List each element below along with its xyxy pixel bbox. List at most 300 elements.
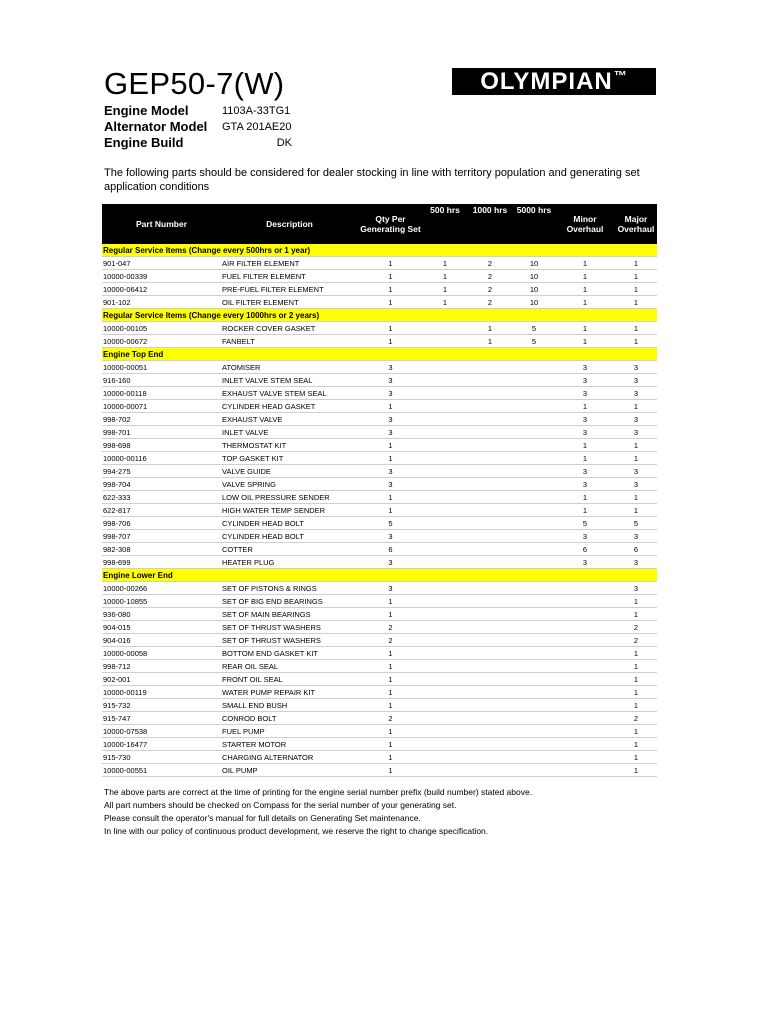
hrs-1000-cell [467, 660, 513, 673]
table-row [102, 764, 657, 777]
hrs-500-cell [423, 413, 467, 426]
qty-cell: 1 [358, 439, 423, 452]
major-overhaul-cell: 1 [615, 439, 657, 452]
major-overhaul-cell: 5 [615, 517, 657, 530]
table-row [102, 361, 657, 374]
hrs-5000-cell [513, 478, 555, 491]
hrs-5000-cell [513, 699, 555, 712]
section-title: Engine Lower End [102, 569, 657, 582]
hrs-500-cell [423, 634, 467, 647]
description-cell: FANBELT [221, 335, 358, 348]
qty-cell: 1 [358, 725, 423, 738]
table-row [102, 504, 657, 517]
minor-overhaul-cell [555, 712, 615, 725]
hrs-500-cell [423, 699, 467, 712]
part-number-cell: 10000-10855 [102, 595, 221, 608]
hrs-500-cell [423, 387, 467, 400]
table-row [102, 543, 657, 556]
hrs-1000-cell [467, 686, 513, 699]
description-cell: SET OF THRUST WASHERS [221, 634, 358, 647]
hrs-1000-cell: 1 [467, 335, 513, 348]
table-row [102, 608, 657, 621]
hrs-5000-cell: 10 [513, 283, 555, 296]
parts-table-body [102, 244, 657, 777]
part-number-cell: 998-701 [102, 426, 221, 439]
hrs-1000-cell: 2 [467, 270, 513, 283]
minor-overhaul-cell: 5 [555, 517, 615, 530]
engine-build-value: DK [276, 137, 292, 149]
description-cell: HIGH WATER TEMP SENDER [221, 504, 358, 517]
minor-overhaul-cell [555, 621, 615, 634]
hrs-1000-cell [467, 699, 513, 712]
minor-overhaul-cell [555, 595, 615, 608]
qty-cell: 3 [358, 374, 423, 387]
footer-note: All part numbers should be checked on Compass for the serial number of your generating set. [104, 800, 457, 810]
parts-table [102, 204, 657, 777]
minor-overhaul-cell [555, 634, 615, 647]
section-title: Regular Service Items (Change every 1000hrs or 2 years) [102, 309, 657, 322]
description-cell: TOP GASKET KIT [221, 452, 358, 465]
hrs-5000-cell [513, 374, 555, 387]
brand-name: OLYMPIAN [480, 67, 613, 95]
hrs-500-cell [423, 582, 467, 595]
document-title: GEP50-7(W) [104, 66, 285, 101]
table-row [102, 751, 657, 764]
qty-cell: 3 [358, 465, 423, 478]
part-number-cell: 936-080 [102, 608, 221, 621]
major-overhaul-cell: 1 [615, 699, 657, 712]
qty-cell: 1 [358, 699, 423, 712]
description-cell: INLET VALVE [221, 426, 358, 439]
hrs-500-cell [423, 530, 467, 543]
description-cell: REAR OIL SEAL [221, 660, 358, 673]
qty-cell: 1 [358, 452, 423, 465]
table-row [102, 322, 657, 335]
table-row [102, 556, 657, 569]
part-number-cell: 915-747 [102, 712, 221, 725]
major-overhaul-cell: 1 [615, 660, 657, 673]
major-overhaul-cell: 1 [615, 647, 657, 660]
hrs-5000-cell [513, 504, 555, 517]
table-row [102, 257, 657, 270]
hrs-500-cell [423, 751, 467, 764]
major-overhaul-cell: 1 [615, 452, 657, 465]
major-overhaul-cell: 1 [615, 283, 657, 296]
qty-cell: 2 [358, 712, 423, 725]
table-row [102, 478, 657, 491]
part-number-cell: 998-698 [102, 439, 221, 452]
description-cell: PRE-FUEL FILTER ELEMENT [221, 283, 358, 296]
table-row [102, 491, 657, 504]
hrs-1000-cell [467, 738, 513, 751]
hrs-500-cell [423, 686, 467, 699]
hrs-500-cell [423, 452, 467, 465]
description-cell: INLET VALVE STEM SEAL [221, 374, 358, 387]
minor-overhaul-cell: 1 [555, 335, 615, 348]
description-cell: OIL PUMP [221, 764, 358, 777]
header-1000hrs: 1000 hrs [467, 204, 513, 244]
hrs-5000-cell: 10 [513, 296, 555, 309]
table-row [102, 699, 657, 712]
hrs-5000-cell [513, 660, 555, 673]
hrs-5000-cell [513, 543, 555, 556]
description-cell: CYLINDER HEAD GASKET [221, 400, 358, 413]
major-overhaul-cell: 1 [615, 608, 657, 621]
table-row [102, 712, 657, 725]
major-overhaul-cell: 3 [615, 374, 657, 387]
hrs-500-cell [423, 439, 467, 452]
table-row [102, 582, 657, 595]
qty-cell: 1 [358, 764, 423, 777]
hrs-1000-cell: 1 [467, 322, 513, 335]
part-number-cell: 10000-06412 [102, 283, 221, 296]
table-row [102, 517, 657, 530]
hrs-500-cell [423, 673, 467, 686]
qty-cell: 1 [358, 296, 423, 309]
hrs-5000-cell [513, 686, 555, 699]
major-overhaul-cell: 6 [615, 543, 657, 556]
hrs-5000-cell [513, 361, 555, 374]
minor-overhaul-cell: 1 [555, 452, 615, 465]
hrs-5000-cell: 5 [513, 322, 555, 335]
major-overhaul-cell: 2 [615, 634, 657, 647]
description-cell: SET OF MAIN BEARINGS [221, 608, 358, 621]
part-number-cell: 998-702 [102, 413, 221, 426]
engine-model-row [104, 103, 291, 119]
qty-cell: 3 [358, 530, 423, 543]
hrs-5000-cell [513, 751, 555, 764]
minor-overhaul-cell [555, 608, 615, 621]
hrs-500-cell [423, 621, 467, 634]
description-cell: ATOMISER [221, 361, 358, 374]
minor-overhaul-cell: 3 [555, 556, 615, 569]
hrs-500-cell [423, 465, 467, 478]
hrs-1000-cell [467, 465, 513, 478]
major-overhaul-cell: 1 [615, 725, 657, 738]
qty-cell: 2 [358, 621, 423, 634]
part-number-cell: 10000-00071 [102, 400, 221, 413]
part-number-cell: 982-308 [102, 543, 221, 556]
part-number-cell: 904-016 [102, 634, 221, 647]
description-cell: VALVE GUIDE [221, 465, 358, 478]
part-number-cell: 10000-00058 [102, 647, 221, 660]
hrs-1000-cell [467, 621, 513, 634]
hrs-1000-cell [467, 725, 513, 738]
hrs-500-cell: 1 [423, 270, 467, 283]
description-cell: OIL FILTER ELEMENT [221, 296, 358, 309]
hrs-1000-cell [467, 582, 513, 595]
table-row [102, 673, 657, 686]
part-number-cell: 998-712 [102, 660, 221, 673]
qty-cell: 1 [358, 595, 423, 608]
qty-cell: 3 [358, 478, 423, 491]
part-number-cell: 10000-00266 [102, 582, 221, 595]
qty-cell: 3 [358, 426, 423, 439]
minor-overhaul-cell [555, 686, 615, 699]
minor-overhaul-cell: 3 [555, 374, 615, 387]
hrs-5000-cell [513, 712, 555, 725]
footer-notes [104, 786, 532, 838]
hrs-1000-cell [467, 374, 513, 387]
minor-overhaul-cell [555, 660, 615, 673]
part-number-cell: 915-732 [102, 699, 221, 712]
description-cell: LOW OIL PRESSURE SENDER [221, 491, 358, 504]
hrs-1000-cell [467, 764, 513, 777]
part-number-cell: 901-102 [102, 296, 221, 309]
hrs-1000-cell [467, 400, 513, 413]
major-overhaul-cell: 1 [615, 751, 657, 764]
qty-cell: 3 [358, 413, 423, 426]
engine-build-label: Engine Build [104, 135, 184, 150]
major-overhaul-cell: 3 [615, 478, 657, 491]
hrs-5000-cell [513, 517, 555, 530]
hrs-500-cell [423, 712, 467, 725]
hrs-1000-cell [467, 530, 513, 543]
header-minor-overhaul: Minor Overhaul [555, 204, 615, 244]
hrs-1000-cell [467, 647, 513, 660]
major-overhaul-cell: 1 [615, 296, 657, 309]
description-cell: EXHAUST VALVE [221, 413, 358, 426]
hrs-500-cell [423, 491, 467, 504]
table-row [102, 686, 657, 699]
hrs-5000-cell [513, 413, 555, 426]
hrs-500-cell [423, 647, 467, 660]
table-row [102, 465, 657, 478]
hrs-500-cell [423, 608, 467, 621]
major-overhaul-cell: 1 [615, 764, 657, 777]
hrs-5000-cell [513, 582, 555, 595]
major-overhaul-cell: 1 [615, 491, 657, 504]
major-overhaul-cell: 1 [615, 270, 657, 283]
qty-cell: 1 [358, 270, 423, 283]
major-overhaul-cell: 1 [615, 257, 657, 270]
qty-cell: 1 [358, 400, 423, 413]
hrs-5000-cell [513, 387, 555, 400]
table-row [102, 530, 657, 543]
intro-text: The following parts should be considered for dealer stocking in line with territory population and generating set application conditions [104, 167, 640, 193]
hrs-5000-cell [513, 647, 555, 660]
hrs-5000-cell [513, 491, 555, 504]
minor-overhaul-cell: 1 [555, 283, 615, 296]
major-overhaul-cell: 3 [615, 387, 657, 400]
engine-model-label: Engine Model [104, 103, 189, 118]
hrs-1000-cell: 2 [467, 257, 513, 270]
qty-cell: 3 [358, 556, 423, 569]
hrs-5000-cell [513, 621, 555, 634]
hrs-500-cell [423, 517, 467, 530]
part-number-cell: 998-704 [102, 478, 221, 491]
part-number-cell: 622-817 [102, 504, 221, 517]
table-row [102, 335, 657, 348]
hrs-500-cell: 1 [423, 283, 467, 296]
minor-overhaul-cell: 3 [555, 478, 615, 491]
table-row [102, 595, 657, 608]
hrs-500-cell [423, 504, 467, 517]
part-number-cell: 10000-00119 [102, 686, 221, 699]
hrs-1000-cell [467, 543, 513, 556]
hrs-5000-cell [513, 673, 555, 686]
minor-overhaul-cell [555, 647, 615, 660]
hrs-500-cell [423, 738, 467, 751]
table-row [102, 647, 657, 660]
minor-overhaul-cell: 3 [555, 413, 615, 426]
qty-cell: 1 [358, 257, 423, 270]
hrs-500-cell [423, 725, 467, 738]
major-overhaul-cell: 2 [615, 621, 657, 634]
part-number-cell: 998-699 [102, 556, 221, 569]
part-number-cell: 10000-00118 [102, 387, 221, 400]
engine-info [104, 103, 292, 151]
part-number-cell: 998-707 [102, 530, 221, 543]
major-overhaul-cell: 2 [615, 712, 657, 725]
minor-overhaul-cell: 1 [555, 296, 615, 309]
hrs-5000-cell [513, 426, 555, 439]
hrs-1000-cell [467, 452, 513, 465]
hrs-1000-cell [467, 634, 513, 647]
hrs-1000-cell [467, 556, 513, 569]
hrs-5000-cell: 10 [513, 270, 555, 283]
qty-cell: 2 [358, 634, 423, 647]
description-cell: CYLINDER HEAD BOLT [221, 530, 358, 543]
hrs-5000-cell [513, 465, 555, 478]
minor-overhaul-cell [555, 751, 615, 764]
hrs-5000-cell [513, 400, 555, 413]
hrs-1000-cell [467, 673, 513, 686]
table-row [102, 413, 657, 426]
hrs-1000-cell [467, 491, 513, 504]
major-overhaul-cell: 3 [615, 556, 657, 569]
header-500hrs: 500 hrs [423, 204, 467, 244]
description-cell: SET OF THRUST WASHERS [221, 621, 358, 634]
hrs-1000-cell [467, 413, 513, 426]
minor-overhaul-cell [555, 582, 615, 595]
hrs-500-cell: 1 [423, 296, 467, 309]
hrs-5000-cell [513, 439, 555, 452]
hrs-1000-cell [467, 751, 513, 764]
description-cell: THERMOSTAT KIT [221, 439, 358, 452]
qty-cell: 1 [358, 673, 423, 686]
hrs-5000-cell: 10 [513, 257, 555, 270]
table-row [102, 439, 657, 452]
description-cell: SET OF BIG END BEARINGS [221, 595, 358, 608]
engine-build-row [104, 135, 292, 151]
description-cell: STARTER MOTOR [221, 738, 358, 751]
hrs-5000-cell: 5 [513, 335, 555, 348]
part-number-cell: 10000-00551 [102, 764, 221, 777]
hrs-500-cell [423, 543, 467, 556]
minor-overhaul-cell: 1 [555, 400, 615, 413]
minor-overhaul-cell [555, 699, 615, 712]
qty-cell: 1 [358, 491, 423, 504]
minor-overhaul-cell: 1 [555, 439, 615, 452]
part-number-cell: 622-333 [102, 491, 221, 504]
description-cell: FRONT OIL SEAL [221, 673, 358, 686]
minor-overhaul-cell [555, 725, 615, 738]
minor-overhaul-cell: 6 [555, 543, 615, 556]
major-overhaul-cell: 1 [615, 673, 657, 686]
hrs-5000-cell [513, 764, 555, 777]
qty-cell: 1 [358, 686, 423, 699]
minor-overhaul-cell: 3 [555, 426, 615, 439]
part-number-cell: 901-047 [102, 257, 221, 270]
description-cell: SMALL END BUSH [221, 699, 358, 712]
hrs-500-cell [423, 400, 467, 413]
header-part-number: Part Number [102, 204, 221, 244]
part-number-cell: 10000-00672 [102, 335, 221, 348]
qty-cell: 3 [358, 361, 423, 374]
qty-cell: 3 [358, 582, 423, 595]
minor-overhaul-cell [555, 764, 615, 777]
major-overhaul-cell: 3 [615, 361, 657, 374]
table-row [102, 400, 657, 413]
qty-cell: 1 [358, 335, 423, 348]
minor-overhaul-cell [555, 738, 615, 751]
header-description: Description [221, 204, 358, 244]
hrs-5000-cell [513, 738, 555, 751]
description-cell: WATER PUMP REPAIR KIT [221, 686, 358, 699]
part-number-cell: 904-015 [102, 621, 221, 634]
qty-cell: 3 [358, 387, 423, 400]
minor-overhaul-cell: 1 [555, 322, 615, 335]
hrs-500-cell [423, 374, 467, 387]
section-header-row [102, 569, 657, 582]
hrs-500-cell [423, 660, 467, 673]
description-cell: COTTER [221, 543, 358, 556]
hrs-5000-cell [513, 725, 555, 738]
section-title: Engine Top End [102, 348, 657, 361]
minor-overhaul-cell: 3 [555, 387, 615, 400]
major-overhaul-cell: 1 [615, 400, 657, 413]
hrs-500-cell [423, 595, 467, 608]
minor-overhaul-cell [555, 673, 615, 686]
part-number-cell: 10000-00105 [102, 322, 221, 335]
alternator-model-row [104, 119, 292, 135]
part-number-cell: 10000-16477 [102, 738, 221, 751]
olympian-logo [452, 68, 656, 95]
hrs-500-cell [423, 556, 467, 569]
hrs-5000-cell [513, 595, 555, 608]
table-row [102, 426, 657, 439]
hrs-1000-cell [467, 595, 513, 608]
footer-note: The above parts are correct at the time of printing for the engine serial number prefix (build number) stated above. [104, 787, 533, 797]
qty-cell: 1 [358, 608, 423, 621]
hrs-5000-cell [513, 608, 555, 621]
table-row [102, 374, 657, 387]
hrs-1000-cell [467, 426, 513, 439]
hrs-1000-cell [467, 712, 513, 725]
table-row [102, 270, 657, 283]
hrs-500-cell: 1 [423, 257, 467, 270]
qty-cell: 1 [358, 738, 423, 751]
qty-cell: 1 [358, 322, 423, 335]
major-overhaul-cell: 3 [615, 582, 657, 595]
qty-cell: 1 [358, 647, 423, 660]
minor-overhaul-cell: 3 [555, 530, 615, 543]
table-row [102, 660, 657, 673]
hrs-1000-cell [467, 517, 513, 530]
part-number-cell: 994-275 [102, 465, 221, 478]
hrs-1000-cell: 2 [467, 283, 513, 296]
header-5000hrs: 5000 hrs [513, 204, 555, 244]
major-overhaul-cell: 3 [615, 426, 657, 439]
qty-cell: 5 [358, 517, 423, 530]
part-number-cell: 10000-07538 [102, 725, 221, 738]
alternator-model-label: Alternator Model [104, 119, 208, 134]
qty-cell: 1 [358, 283, 423, 296]
description-cell: FUEL PUMP [221, 725, 358, 738]
major-overhaul-cell: 1 [615, 335, 657, 348]
qty-cell: 1 [358, 504, 423, 517]
